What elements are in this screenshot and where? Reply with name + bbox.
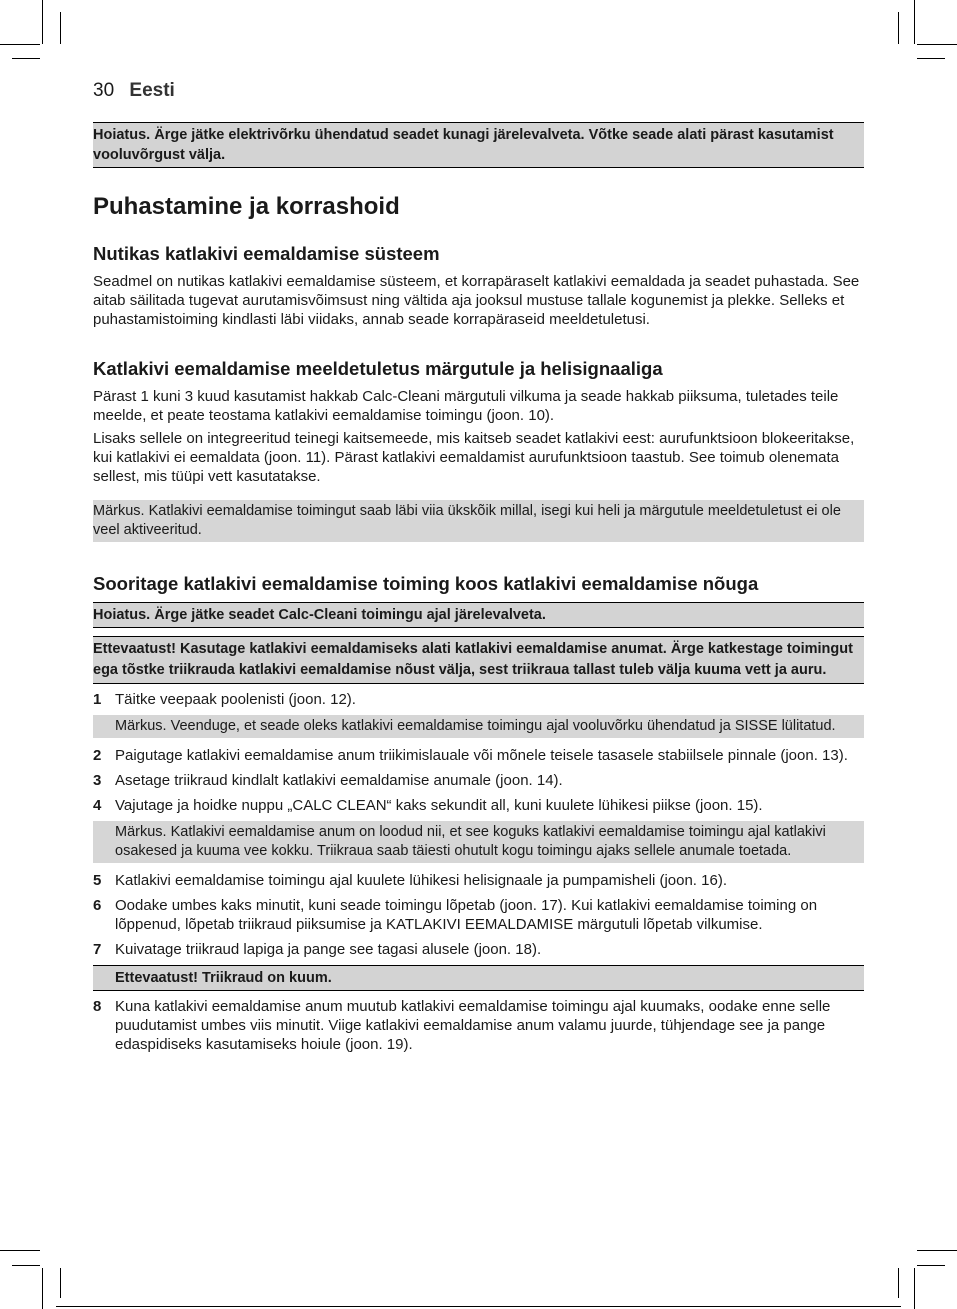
- step-text: Oodake umbes kaks minutit, kuni seade toimingu lõpetab (joon. 17). Kui katlakivi eemaldamise toiming on lõppenud, lõpetab triikraud piiksumise ja KATLAKIVI EEMALDAMISE märgutuli lõpetab vilkumise.: [115, 897, 818, 933]
- step-2: [93, 746, 864, 765]
- step-number: 7: [93, 941, 102, 958]
- reminder-para-1: Pärast 1 kuni 3 kuud kasutamist hakkab Calc-Cleani märgutuli vilkuma ja seade hakkab piiksuma, tuletades teile meelde, et peate teostama katlakivi eemaldamise toimingu (joon. 10).: [93, 388, 839, 424]
- crop-mark: [12, 1265, 40, 1266]
- step-number: 5: [93, 872, 102, 889]
- caution-iron-hot: Ettevaatust! Triikraud on kuum.: [93, 965, 864, 991]
- crop-mark: [917, 58, 945, 59]
- crop-mark: [42, 0, 43, 44]
- step-text: Kuna katlakivi eemaldamise anum muutub katlakivi eemaldamise toimingu ajal kuumaks, oodake enne selle puudutamist umbes viis minutit. Viige katlakivi eemaldamise anum valamu juurde, tühjendage see ja pange edaspidiseks kasutamiseks hoiule (joon. 19).: [115, 998, 831, 1053]
- step-number: 6: [93, 897, 102, 914]
- smart-system-body: Seadmel on nutikas katlakivi eemaldamise süsteem, et korrapäraselt katlakivi eemaldada ja seadet puhastada. See aitab säilitada tugevat aurutamisvõimsust ning vältida aja jooksul mustuse tallale kogunemist ja plekke. Selleks et puhastamistoiming kindlasti läbi viidaks, annab seade korrapäraseid meeldetuletusi.: [93, 273, 860, 328]
- page-number: 30: [93, 80, 115, 101]
- crop-mark: [0, 1250, 40, 1251]
- page-language: Eesti: [129, 80, 175, 101]
- crop-mark: [917, 44, 957, 45]
- step-text: Asetage triikraud kindlalt katlakivi eemaldamise anumale (joon. 14).: [115, 772, 563, 789]
- step-4: [93, 796, 864, 815]
- procedure-warning: Hoiatus. Ärge jätke seadet Calc-Cleani toimingu ajal järelevalveta.: [93, 602, 864, 628]
- section-title: Puhastamine ja korrashoid: [93, 193, 400, 220]
- crop-mark: [898, 1268, 899, 1298]
- step-text: Kuivatage triikraud lapiga ja pange see tagasi alusele (joon. 18).: [115, 941, 542, 958]
- crop-mark: [42, 1268, 43, 1309]
- crop-mark: [914, 0, 915, 44]
- reminder-para-2: Lisaks sellele on integreeritud teinegi kaitsemeede, mis kaitseb seadet katlakivi eest: aurufunktsioon blokeeritakse, kui katlakivi ei eemaldata (joon. 11). Pärast katlakivi eemaldamist aurufunktsioon taastub. See toimub olenemata sellest, mis tüüpi vett kasutatakse.: [93, 430, 855, 485]
- step-number: 3: [93, 772, 102, 789]
- step-number: 8: [93, 998, 102, 1015]
- step-number: 4: [93, 797, 102, 814]
- crop-mark: [12, 58, 40, 59]
- note-container: Märkus. Katlakivi eemaldamise anum on loodud nii, et see koguks katlakivi eemaldamise toimingu ajal katlakivi osakesed ja kuuma vee kokku. Triikraua saab täiesti ohutult kogu toimingu ajaks sellele anumale toetada.: [93, 821, 864, 863]
- page-content: [93, 122, 864, 1060]
- step-6: [93, 896, 864, 934]
- crop-mark: [914, 1268, 915, 1309]
- reminder-heading: Katlakivi eemaldamise meeldetuletus märgutule ja helisignaaliga: [93, 358, 663, 379]
- reminder-note: Märkus. Katlakivi eemaldamise toimingut saab läbi viia ükskõik millal, isegi kui heli ja märgutule meeldetuletust ei ole veel aktiveeritud.: [93, 500, 864, 542]
- crop-mark: [0, 44, 40, 45]
- step-text: Vajutage ja hoidke nuppu „CALC CLEAN“ kaks sekundit all, kuni kuulete lühikesi piikse (joon. 15).: [115, 797, 763, 814]
- warning-unplug: Hoiatus. Ärge jätke elektrivõrku ühendatud seadet kunagi järelevalveta. Võtke seade alati pärast kasutamist vooluvõrgust välja.: [93, 122, 864, 168]
- step-5: [93, 871, 864, 890]
- step-number: 1: [93, 691, 102, 708]
- step-text: Katlakivi eemaldamise toimingu ajal kuulete lühikesi helisignaale ja pumpamisheli (joon. 16).: [115, 872, 727, 889]
- step-8: [93, 997, 864, 1054]
- procedure-heading: Sooritage katlakivi eemaldamise toiming koos katlakivi eemaldamise nõuga: [93, 573, 759, 594]
- step-text: Paigutage katlakivi eemaldamise anum triikimislauale või mõnele teisele tasasele stabiilsele pinnale (joon. 13).: [115, 747, 848, 764]
- bottom-trim-line: [56, 1306, 901, 1307]
- note-power-on: Märkus. Veenduge, et seade oleks katlakivi eemaldamise toimingu ajal vooluvõrku ühendatud ja SISSE lülitatud.: [93, 715, 864, 738]
- step-7: [93, 940, 864, 959]
- crop-mark: [917, 1265, 945, 1266]
- step-number: 2: [93, 747, 102, 764]
- crop-mark: [917, 1250, 957, 1251]
- page-header: [93, 80, 175, 102]
- procedure-caution: Ettevaatust! Kasutage katlakivi eemaldamiseks alati katlakivi eemaldamise anumat. Ärge katkestage toimingut ega tõstke triikrauda katlakivi eemaldamise nõust välja, sest triikraua tallast tuleb välja kuuma vett ja auru.: [93, 636, 864, 684]
- crop-mark: [898, 12, 899, 44]
- crop-mark: [60, 1268, 61, 1298]
- step-1: [93, 690, 864, 709]
- smart-system-heading: Nutikas katlakivi eemaldamise süsteem: [93, 243, 440, 264]
- step-text: Täitke veepaak poolenisti (joon. 12).: [115, 691, 356, 708]
- step-3: [93, 771, 864, 790]
- crop-mark: [60, 12, 61, 44]
